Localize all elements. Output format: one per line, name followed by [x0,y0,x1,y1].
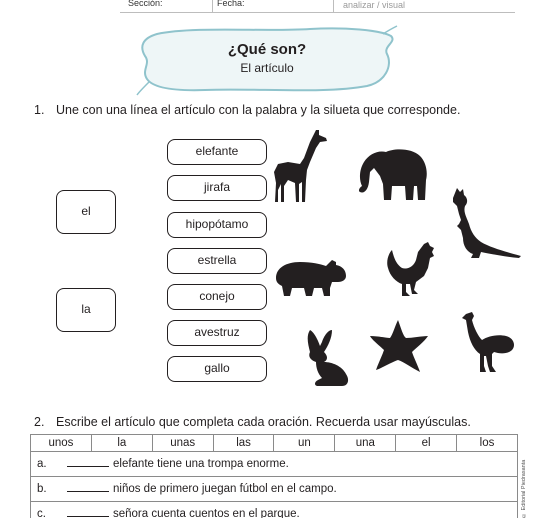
word-box-elefante[interactable]: elefante [167,139,267,165]
exercise-1-number: 1. [34,103,45,117]
hippo-icon[interactable] [272,256,348,300]
sentence-text: señora cuenta cuentos en el parque. [113,508,300,518]
word-bank-item: las [213,435,274,452]
starfish-icon[interactable] [368,318,430,372]
exercise-2-number: 2. [34,415,45,429]
word-bank-item: unos [31,435,92,452]
worksheet-header [0,0,550,14]
seccion-label: Sección: [128,0,163,8]
header-underline [120,12,515,13]
word-bank-item: una [335,435,396,452]
sentence-text: niños de primero juegan fútbol en el campo. [113,483,337,495]
exercise-2-table [30,434,518,518]
word-bank-item: los [457,435,518,452]
page-subtitle: El artículo [240,61,294,75]
sentence-letter: c. [37,508,46,518]
rooster-icon[interactable] [386,240,438,298]
title-cloud [135,24,399,96]
giraffe-icon[interactable] [272,128,330,204]
sentence-row [31,452,518,477]
sentence-row [31,502,518,518]
answer-blank[interactable] [67,483,109,492]
sentence-row [31,477,518,502]
page-title: ¿Qué son? [227,41,307,58]
kangaroo-icon[interactable] [451,186,523,262]
word-box-gallo[interactable]: gallo [167,356,267,382]
word-box-conejo[interactable]: conejo [167,284,267,310]
exercise-2-text: Escribe el artículo que completa cada oración. Recuerda usar mayúsculas. [56,415,471,429]
sentence-letter: b. [37,483,47,495]
word-bank-row [31,435,518,452]
article-box-el[interactable]: el [56,190,116,234]
word-bank-item: la [91,435,152,452]
skills-label: analizar / visual [343,0,406,10]
answer-blank[interactable] [67,508,109,517]
sentence-text: elefante tiene una trompa enorme. [113,458,289,470]
answer-blank[interactable] [67,458,109,467]
word-bank-item: unas [152,435,213,452]
exercise-2-instruction [34,415,471,429]
article-box-la[interactable]: la [56,288,116,332]
word-box-jirafa[interactable]: jirafa [167,175,267,201]
ostrich-icon[interactable] [458,310,518,376]
word-bank-item: un [274,435,335,452]
word-bank-item: el [396,435,457,452]
rabbit-icon[interactable] [302,328,352,388]
sentence-letter: a. [37,458,47,470]
exercise-1-text: Une con una línea el artículo con la palabra y la silueta que corresponde. [56,103,461,117]
elephant-icon[interactable] [356,146,430,202]
word-box-hipopotamo[interactable]: hipopótamo [167,212,267,238]
cloud-shape [135,24,399,96]
exercise-1-instruction [34,103,460,117]
fecha-label: Fecha: [217,0,245,8]
publisher-credit: © Editorial Piedrasanta [521,459,527,518]
word-box-estrella[interactable]: estrella [167,248,267,274]
word-box-avestruz[interactable]: avestruz [167,320,267,346]
